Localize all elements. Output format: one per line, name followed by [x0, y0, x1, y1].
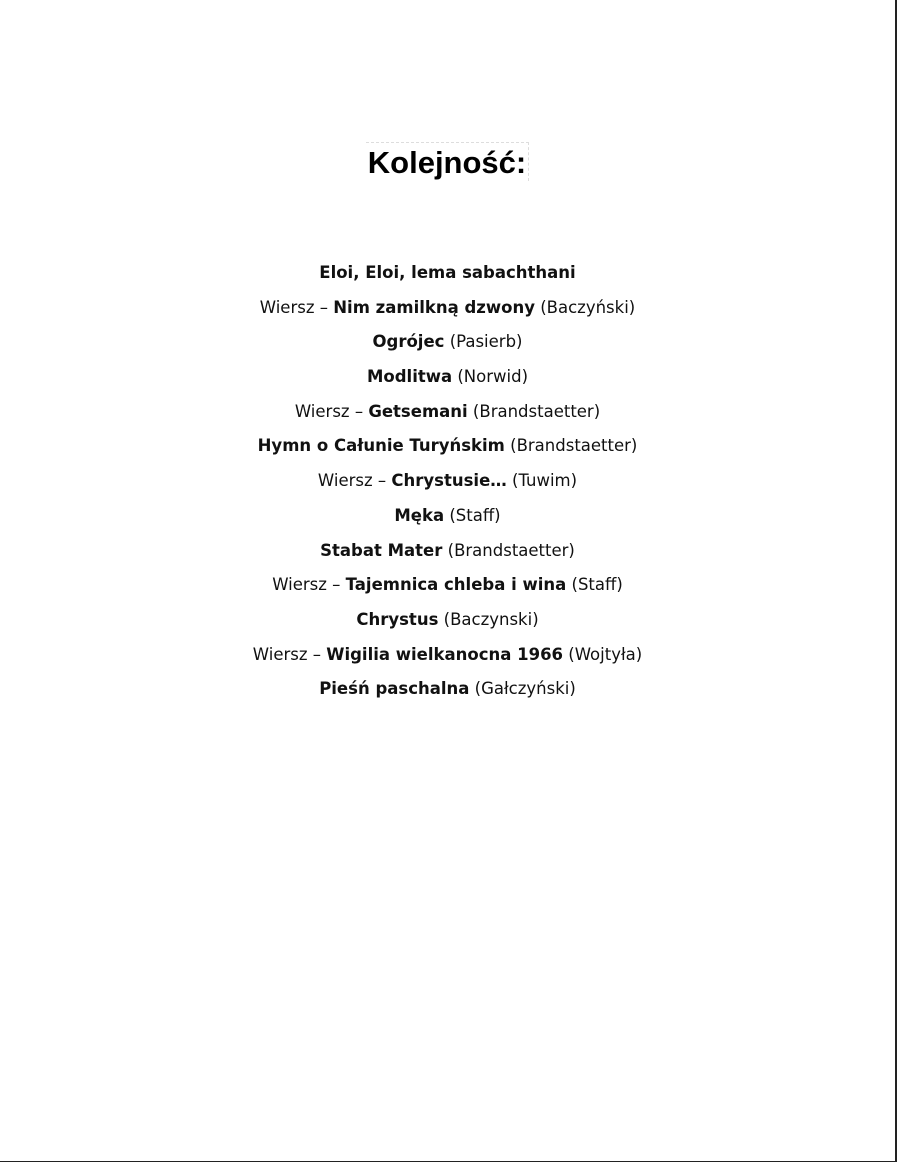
- list-item: [0, 429, 895, 464]
- item-author: (Tuwim): [506, 471, 578, 491]
- list-item: [0, 534, 895, 569]
- item-title: Stabat Mater: [320, 540, 443, 560]
- item-title: Tajemnica chleba i wina: [345, 575, 567, 595]
- program-order-list: [0, 256, 895, 707]
- item-title: Hymn o Całunie Turyńskim: [257, 436, 505, 456]
- item-prefix: Wiersz –: [317, 471, 392, 491]
- item-author: (Baczynski): [438, 609, 539, 629]
- list-item: [0, 568, 895, 603]
- item-prefix: Wiersz –: [294, 401, 369, 421]
- item-author: (Wojtyła): [563, 644, 643, 664]
- item-title: Modlitwa: [366, 367, 453, 387]
- list-item: [0, 672, 895, 707]
- list-item: [0, 360, 895, 395]
- list-item: [0, 325, 895, 360]
- list-item: [0, 291, 895, 326]
- item-title: Getsemani: [368, 401, 468, 421]
- item-title: Wigilia wielkanocna 1966: [326, 644, 564, 664]
- item-author: (Brandstaetter): [504, 436, 638, 456]
- title-container: [0, 142, 895, 181]
- item-author: (Gałczyński): [469, 679, 576, 699]
- item-author: (Brandstaetter): [467, 401, 601, 421]
- item-prefix: Wiersz –: [272, 575, 346, 595]
- item-author: (Baczyński): [534, 297, 636, 317]
- item-title: Eloi, Eloi, lema sabachthani: [319, 263, 576, 282]
- list-item: [0, 256, 895, 291]
- item-title: Chrystusie…: [391, 471, 507, 491]
- item-author: (Brandstaetter): [442, 540, 575, 560]
- item-author: (Pasierb): [444, 332, 523, 352]
- item-title: Chrystus: [356, 609, 439, 629]
- item-title: Pieśń paschalna: [319, 679, 470, 699]
- list-item: [0, 464, 895, 499]
- item-author: (Staff): [444, 505, 501, 525]
- list-item: [0, 638, 895, 673]
- page-title: Kolejność:: [366, 142, 529, 181]
- list-item: [0, 499, 895, 534]
- item-title: Męka: [394, 505, 445, 525]
- list-item: [0, 603, 895, 638]
- list-item: [0, 395, 895, 430]
- item-title: Nim zamilkną dzwony: [333, 297, 535, 317]
- item-author: (Staff): [566, 575, 623, 595]
- item-author: (Norwid): [452, 367, 529, 387]
- item-prefix: Wiersz –: [259, 297, 334, 317]
- item-prefix: Wiersz –: [252, 644, 327, 664]
- item-title: Ogrójec: [372, 332, 445, 352]
